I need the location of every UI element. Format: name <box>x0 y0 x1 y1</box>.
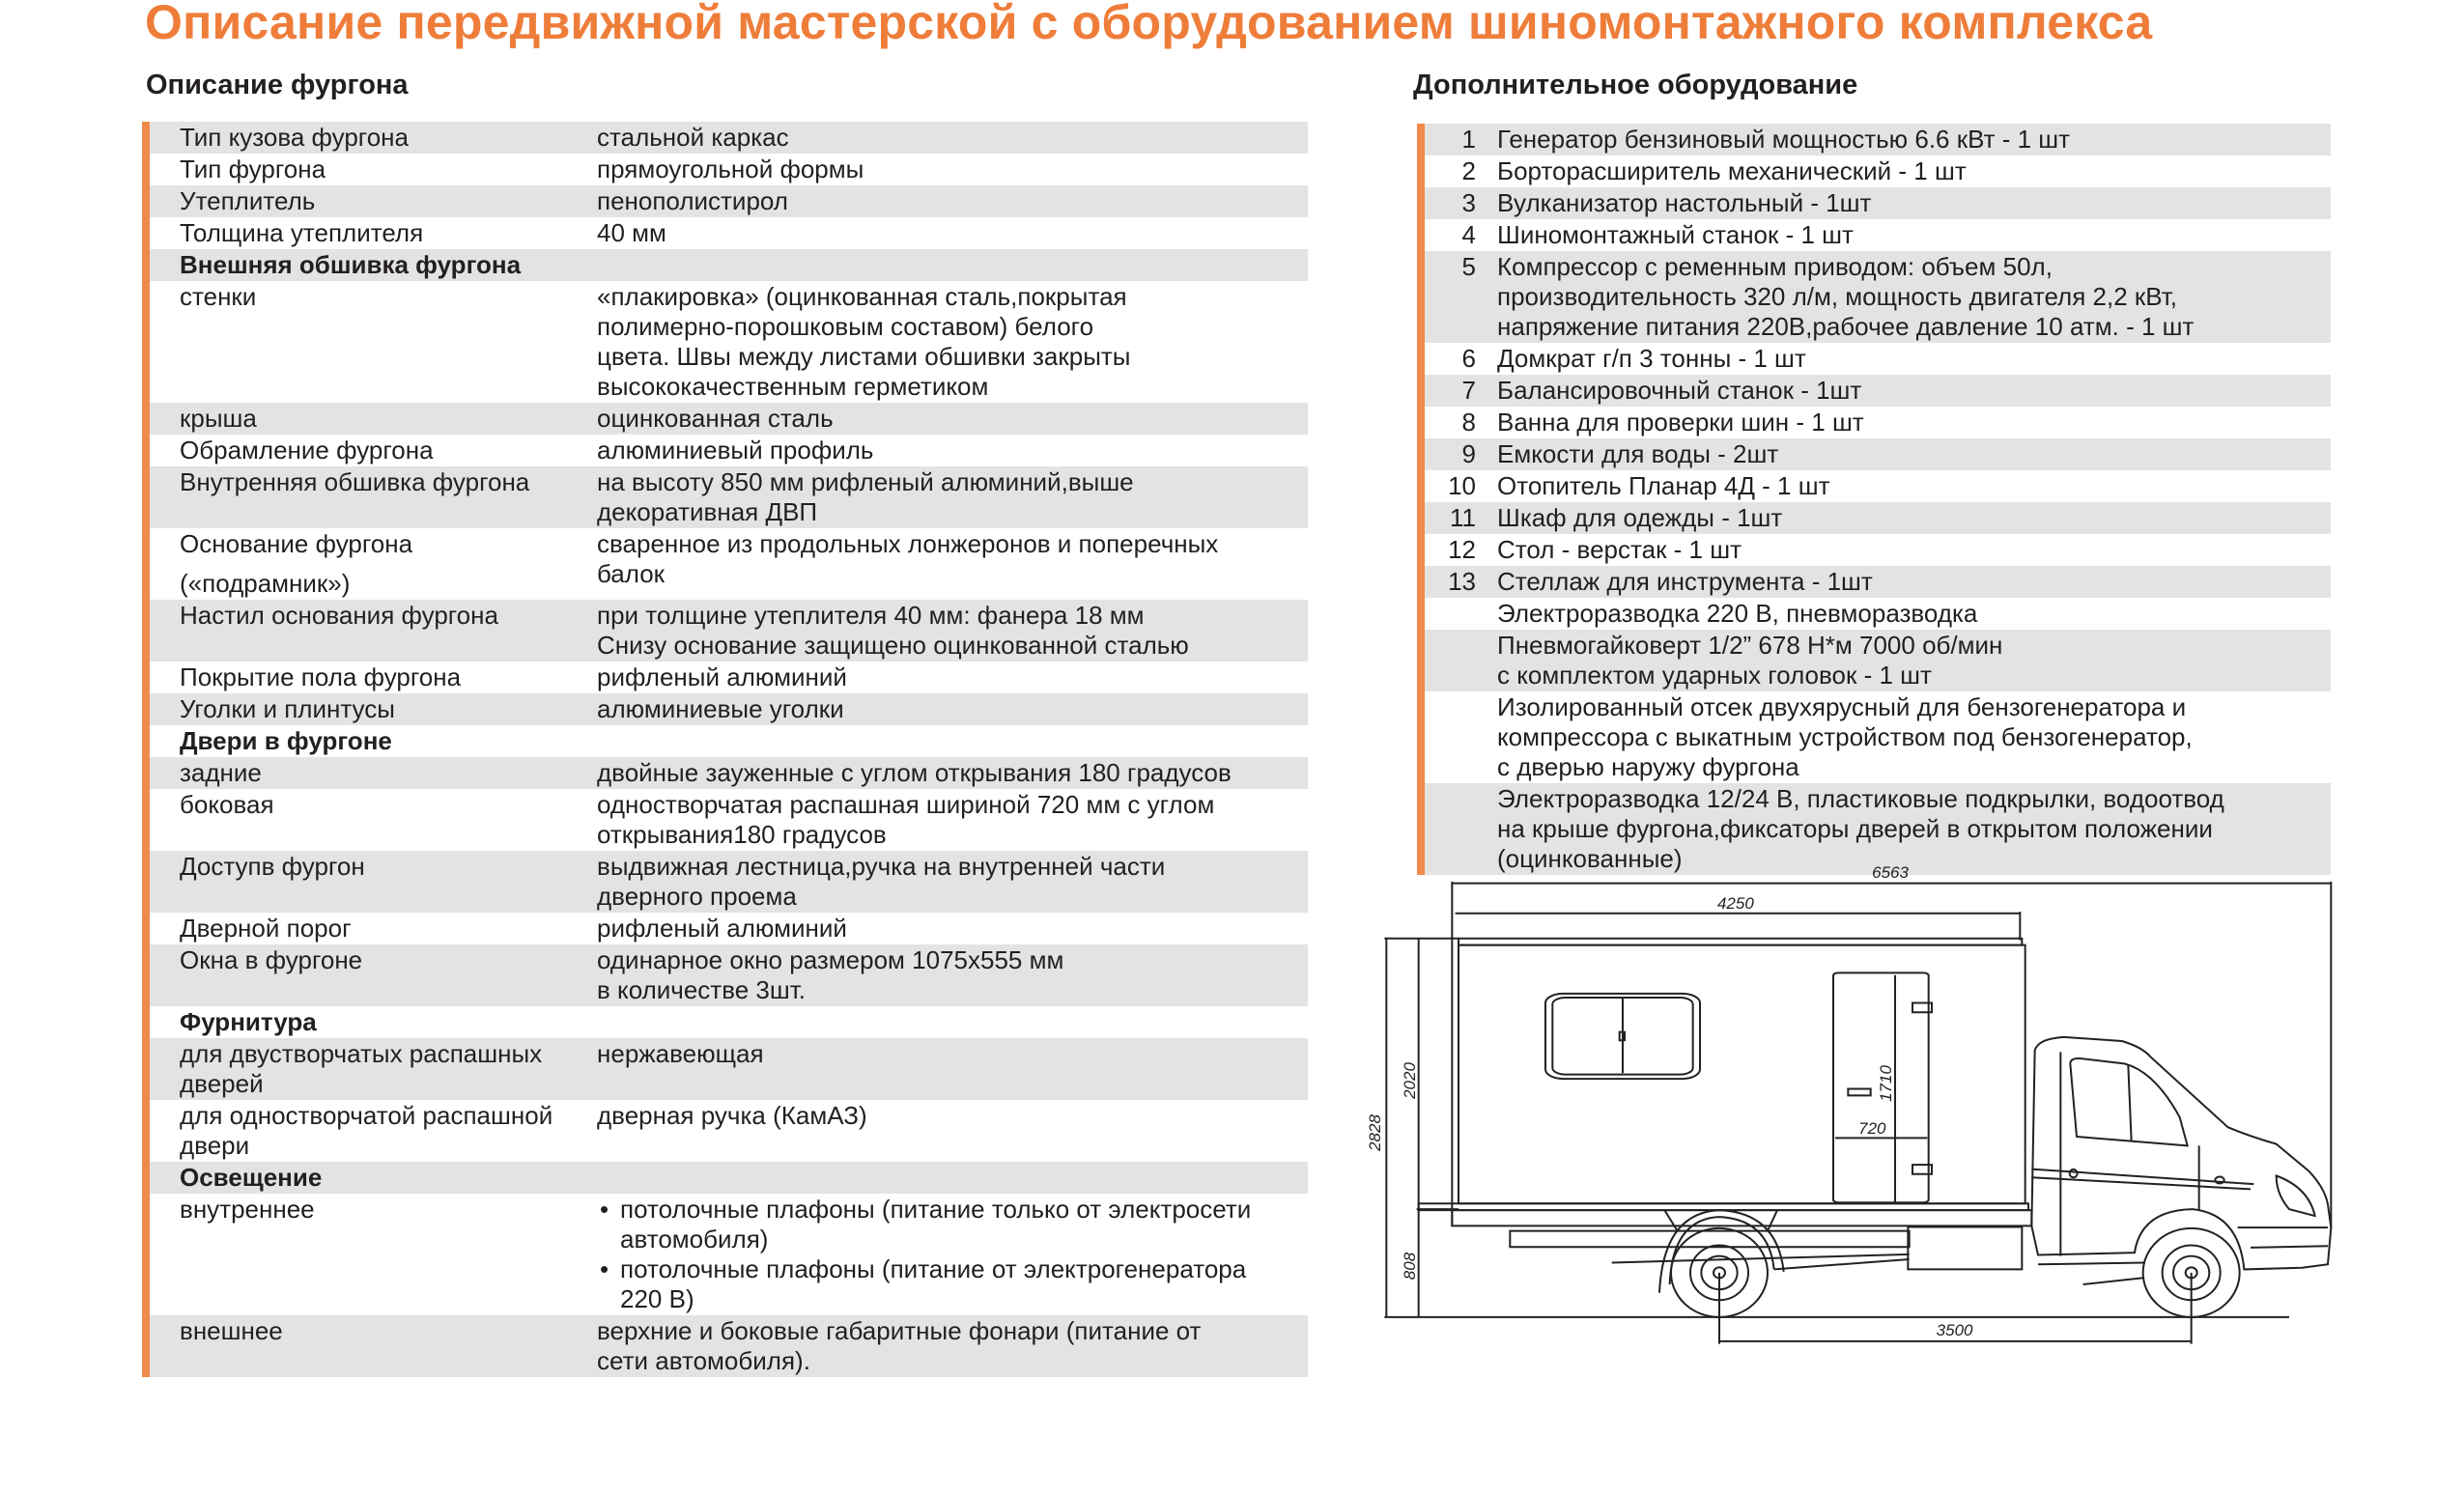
label-line: внешнее <box>180 1316 283 1345</box>
value-line: высококачественным герметиком <box>597 372 989 401</box>
item-text <box>1497 599 2331 629</box>
item-text-line: Балансировочный станок - 1шт <box>1497 376 1862 405</box>
item-text <box>1497 376 2331 406</box>
additional-equipment-table <box>1417 124 2331 875</box>
table-row <box>150 154 1308 185</box>
table-row <box>150 1100 1308 1162</box>
row-value <box>597 404 1308 434</box>
row-label <box>150 662 597 692</box>
row-label <box>150 601 597 661</box>
bullet-item <box>597 1254 1308 1314</box>
row-label <box>150 467 597 527</box>
table-row <box>150 185 1308 217</box>
equipment-item <box>1425 438 2331 470</box>
truck-drawing-svg <box>1362 850 2366 1371</box>
item-text-line: Электроразводка 220 В, пневморазводка <box>1497 599 1978 628</box>
dim-wheelbase: 3500 <box>1936 1321 1973 1340</box>
value-line: при толщине утеплителя 40 мм: фанера 18 мм <box>597 601 1145 630</box>
value-line: балок <box>597 559 666 588</box>
row-value <box>597 694 1308 724</box>
equipment-item <box>1425 251 2331 343</box>
row-value <box>597 758 1308 788</box>
item-text-line: Стеллаж для инструмента - 1шт <box>1497 567 1873 596</box>
value-line: 40 мм <box>597 218 666 247</box>
equipment-item <box>1425 470 2331 502</box>
row-value <box>597 282 1308 402</box>
item-number: 12 <box>1448 535 1476 564</box>
item-number: 3 <box>1461 188 1476 217</box>
equipment-item <box>1425 630 2331 691</box>
table-row <box>150 1194 1308 1315</box>
row-label <box>150 1316 597 1376</box>
item-number: 6 <box>1461 344 1476 373</box>
bullet-line: 220 В) <box>620 1284 694 1313</box>
value-line: декоративная ДВП <box>597 497 818 526</box>
item-text-line: напряжение питания 220В,рабочее давление 10 атм. - 1 шт <box>1497 312 2195 341</box>
equipment-item <box>1425 187 2331 219</box>
item-text <box>1497 252 2331 342</box>
item-text <box>1497 220 2331 250</box>
label-line: Покрытие пола фургона <box>180 662 462 691</box>
bullet-line: автомобиля) <box>620 1225 769 1254</box>
row-value <box>597 436 1308 465</box>
item-text <box>1497 503 2331 533</box>
value-line: двойные зауженные с углом открывания 180 градусов <box>597 758 1232 787</box>
item-text <box>1497 535 2331 565</box>
value-line: нержавеющая <box>597 1039 764 1068</box>
value-line: одинарное окно размером 1075x555 мм <box>597 945 1064 974</box>
item-text-line: Шиномонтажный станок - 1 шт <box>1497 220 1854 249</box>
item-text <box>1497 344 2331 374</box>
item-text-line: Шкаф для одежды - 1шт <box>1497 503 1783 532</box>
item-text-line: Борторасширитель механический - 1 шт <box>1497 156 1967 185</box>
equipment-item <box>1425 566 2331 598</box>
label-line: Обрамление фургона <box>180 436 434 465</box>
item-text-line: Отопитель Планар 4Д - 1 шт <box>1497 471 1830 500</box>
row-value <box>597 529 1308 599</box>
row-value <box>597 218 1308 248</box>
van-description-table <box>142 122 1308 1377</box>
item-number: 8 <box>1461 408 1476 437</box>
van-description-heading: Описание фургона <box>146 70 409 100</box>
row-label <box>150 123 597 153</box>
value-line: «плакировка» (оцинкованная сталь,покрытая <box>597 282 1127 311</box>
table-row <box>150 1315 1308 1377</box>
label-line: задние <box>180 758 262 787</box>
item-number: 7 <box>1461 376 1476 405</box>
label-line: внутреннее <box>180 1195 315 1224</box>
equipment-item <box>1425 219 2331 251</box>
table-row <box>150 1038 1308 1100</box>
table-row <box>150 435 1308 466</box>
label-line: Тип фургона <box>180 155 326 183</box>
row-label <box>150 529 597 599</box>
item-number: 11 <box>1450 503 1476 532</box>
dim-body-length: 4250 <box>1716 894 1754 914</box>
bullet-line: • потолочные плафоны (питание только от электросети <box>620 1195 1252 1224</box>
table-row <box>150 403 1308 435</box>
label-line: боковая <box>180 790 274 819</box>
item-text-line: Компрессор с ременным приводом: объем 50л, <box>1497 252 2053 281</box>
equipment-item <box>1425 691 2331 783</box>
label-line: крыша <box>180 404 257 433</box>
item-number: 4 <box>1461 220 1476 249</box>
row-label <box>150 282 597 402</box>
item-text-line: Генератор бензиновый мощностью 6.6 кВт - 1 шт <box>1497 125 2071 154</box>
row-value <box>597 467 1308 527</box>
table-row <box>150 122 1308 154</box>
label-line: Дверной порог <box>180 914 352 943</box>
table-row <box>150 662 1308 693</box>
section-title: Фурнитура <box>180 1007 317 1036</box>
label-line: двери <box>180 1131 250 1160</box>
row-value <box>597 852 1308 912</box>
item-text <box>1497 439 2331 469</box>
dim-door-height: 1710 <box>1876 1065 1895 1103</box>
label-line: («подрамник») <box>180 569 351 598</box>
value-line: сети автомобиля). <box>597 1346 810 1375</box>
table-row <box>150 281 1308 403</box>
item-text-line: на крыше фургона,фиксаторы дверей в открытом положении <box>1497 814 2213 843</box>
item-text-line: Изолированный отсек двухярусный для бензогенератора и <box>1497 692 2187 721</box>
table-row <box>150 217 1308 249</box>
row-value <box>597 1101 1308 1161</box>
item-text-line: (оцинкованные) <box>1497 844 1683 873</box>
item-number: 1 <box>1461 125 1476 154</box>
value-line: в количестве 3шт. <box>597 975 806 1004</box>
row-label <box>150 155 597 184</box>
dim-door-width: 720 <box>1858 1118 1886 1138</box>
label-line: Уголки и плинтусы <box>180 694 395 723</box>
label-line: Доступв фургон <box>180 852 365 881</box>
item-text <box>1497 567 2331 597</box>
van-window <box>1545 994 1700 1079</box>
item-text-line: Домкрат г/п 3 тонны - 1 шт <box>1497 344 1806 373</box>
page-title: Описание передвижной мастерской с оборудованием шиномонтажного комплекса <box>145 0 2153 49</box>
row-value <box>597 790 1308 850</box>
dim-floor-height: 808 <box>1400 1252 1419 1281</box>
table-row <box>150 466 1308 528</box>
table-row <box>150 600 1308 662</box>
label-line: Окна в фургоне <box>180 945 363 974</box>
value-line: полимерно-порошковым составом) белого <box>597 312 1094 341</box>
label-line: для одностворчатой распашной <box>180 1101 553 1130</box>
item-number: 10 <box>1448 471 1476 500</box>
label-line: Толщина утеплителя <box>180 218 424 247</box>
table-row <box>150 528 1308 600</box>
table-row <box>150 851 1308 913</box>
additional-equipment-heading: Дополнительное оборудование <box>1413 70 1858 100</box>
item-text <box>1497 125 2331 155</box>
value-line: цвета. Швы между листами обшивки закрыты <box>597 342 1131 371</box>
row-value <box>597 123 1308 153</box>
value-line: выдвижная лестница,ручка на внутренней части <box>597 852 1166 881</box>
label-line: дверей <box>180 1069 264 1098</box>
row-value <box>597 155 1308 184</box>
section-title: Двери в фургоне <box>180 726 392 755</box>
section-row <box>150 249 1308 281</box>
item-text <box>1497 471 2331 501</box>
item-text-line: производительность 320 л/м, мощность двигателя 2,2 кВт, <box>1497 282 2177 311</box>
row-value <box>597 1039 1308 1099</box>
item-text-line: компрессора с выкатным устройством под бензогенератор, <box>1497 722 2193 751</box>
section-title: Освещение <box>180 1163 323 1192</box>
value-line: алюминиевый профиль <box>597 436 874 465</box>
value-line: дверного проема <box>597 882 797 911</box>
value-line: одностворчатая распашная шириной 720 мм с углом <box>597 790 1215 819</box>
label-line: для двустворчатых распашных <box>180 1039 543 1068</box>
row-label <box>150 852 597 912</box>
bullet-line: • потолочные плафоны (питание от электрогенератора <box>620 1254 1247 1283</box>
row-value <box>597 662 1308 692</box>
value-line: алюминиевые уголки <box>597 694 844 723</box>
value-line: Снизу основание защищено оцинкованной сталью <box>597 631 1189 660</box>
item-text <box>1497 156 2331 186</box>
item-text-line: Ванна для проверки шин - 1 шт <box>1497 408 1864 437</box>
item-text-line: Пневмогайковерт 1/2” 678 Н*м 7000 об/мин <box>1497 631 2003 660</box>
item-text-line: Стол - верстак - 1 шт <box>1497 535 1742 564</box>
row-label <box>150 404 597 434</box>
row-label <box>150 790 597 850</box>
table-row <box>150 944 1308 1006</box>
row-label <box>150 945 597 1005</box>
item-text-line: с дверью наружу фургона <box>1497 752 1799 781</box>
item-number: 5 <box>1461 252 1476 281</box>
row-value <box>597 601 1308 661</box>
row-value <box>597 914 1308 944</box>
equipment-item <box>1425 502 2331 534</box>
row-label <box>150 218 597 248</box>
dim-body-height: 2020 <box>1400 1061 1419 1099</box>
row-label <box>150 1039 597 1099</box>
section-row <box>150 725 1308 757</box>
truck-cab <box>2031 1037 2331 1270</box>
row-label <box>150 914 597 944</box>
item-text-line: Вулканизатор настольный - 1шт <box>1497 188 1872 217</box>
row-label <box>150 186 597 216</box>
equipment-item <box>1425 375 2331 407</box>
equipment-item <box>1425 407 2331 438</box>
row-label <box>150 758 597 788</box>
value-line: на высоту 850 мм рифленый алюминий,выше <box>597 467 1134 496</box>
value-line: стальной каркас <box>597 123 789 152</box>
item-number: 13 <box>1448 567 1476 596</box>
label-line: Утеплитель <box>180 186 316 215</box>
equipment-item <box>1425 534 2331 566</box>
section-row <box>150 1162 1308 1194</box>
dim-overall-length: 6563 <box>1872 863 1909 883</box>
truck-side-view-drawing <box>1362 850 2366 1371</box>
value-line: оцинкованная сталь <box>597 404 834 433</box>
item-text <box>1497 408 2331 437</box>
dim-overall-height: 2828 <box>1365 1113 1384 1151</box>
label-line: Настил основания фургона <box>180 601 498 630</box>
item-text-line: Емкости для воды - 2шт <box>1497 439 1779 468</box>
row-value <box>597 945 1308 1005</box>
value-line: дверная ручка (КамАЗ) <box>597 1101 867 1130</box>
item-number <box>1425 631 1497 690</box>
table-row <box>150 789 1308 851</box>
table-row <box>150 913 1308 944</box>
label-line: Тип кузова фургона <box>180 123 409 152</box>
row-label <box>150 1195 597 1314</box>
table-row <box>150 693 1308 725</box>
value-line: прямоугольной формы <box>597 155 864 183</box>
dimension-lines <box>1384 882 2331 1344</box>
row-label <box>150 1101 597 1161</box>
value-line: верхние и боковые габаритные фонари (питание от <box>597 1316 1202 1345</box>
item-number: 9 <box>1461 439 1476 468</box>
value-line: открывания180 градусов <box>597 820 887 849</box>
label-line: Внутренняя обшивка фургона <box>180 467 530 496</box>
section-title: Внешняя обшивка фургона <box>180 250 522 279</box>
row-value <box>597 186 1308 216</box>
equipment-item <box>1425 343 2331 375</box>
item-number: 2 <box>1461 156 1476 185</box>
bullet-item <box>597 1195 1308 1254</box>
item-text <box>1497 692 2331 782</box>
section-row <box>150 1006 1308 1038</box>
row-label <box>150 694 597 724</box>
van-body <box>1419 939 2032 1226</box>
item-text-line: Электроразводка 12/24 В, пластиковые подкрылки, водоотвод <box>1497 784 2224 813</box>
row-value <box>597 1316 1308 1376</box>
item-number <box>1425 692 1497 782</box>
equipment-item <box>1425 155 2331 187</box>
value-line: пенополистирол <box>597 186 788 215</box>
label-line: Основание фургона <box>180 529 413 558</box>
row-label <box>150 436 597 465</box>
item-number <box>1425 599 1497 629</box>
value-line: рифленый алюминий <box>597 914 847 943</box>
equipment-item <box>1425 598 2331 630</box>
value-line: сваренное из продольных лонжеронов и поперечных <box>597 529 1219 558</box>
item-text <box>1497 631 2331 690</box>
label-line: стенки <box>180 282 257 311</box>
item-text-line: с комплектом ударных головок - 1 шт <box>1497 661 1932 690</box>
value-line: рифленый алюминий <box>597 662 847 691</box>
row-value <box>597 1195 1308 1314</box>
chassis <box>1510 1210 2144 1293</box>
equipment-item <box>1425 124 2331 155</box>
item-text <box>1497 188 2331 218</box>
table-row <box>150 757 1308 789</box>
